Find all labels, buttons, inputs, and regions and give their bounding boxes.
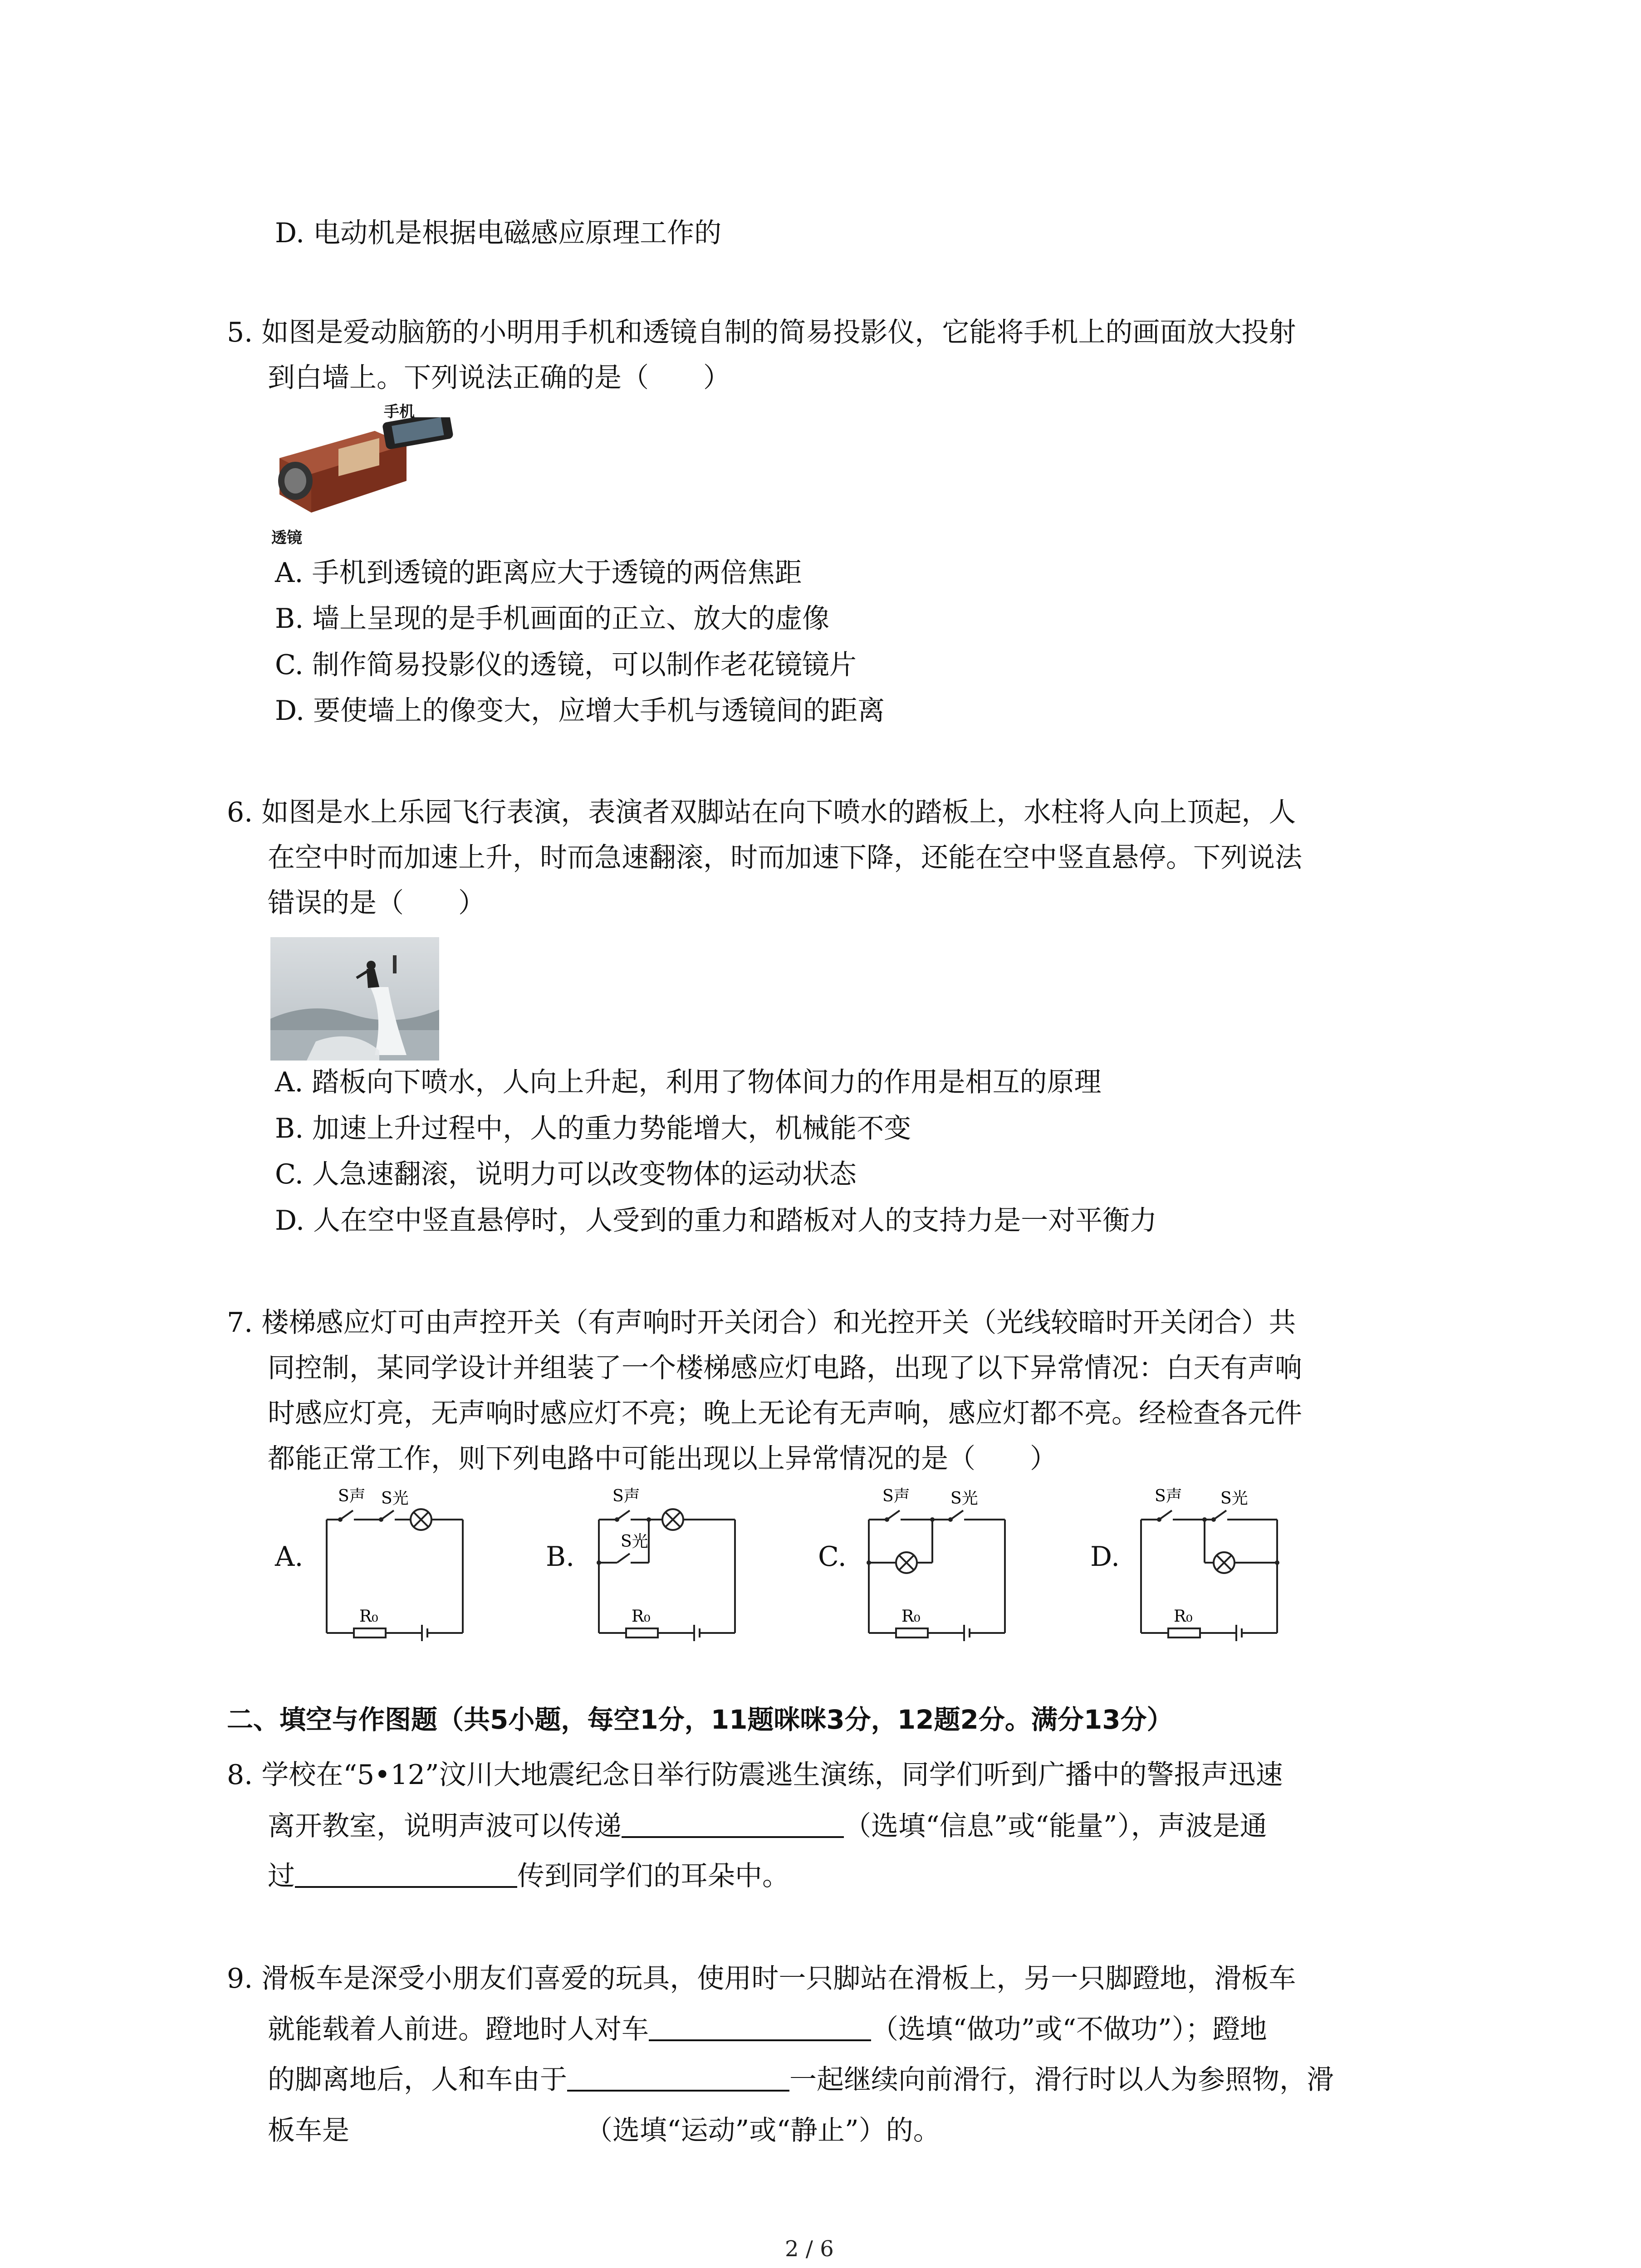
q8-line2-text-a: 离开教室，说明声波可以传递 [268, 1810, 622, 1842]
q6-stem-line1: 6. 如图是水上乐园飞行表演，表演者双脚站在向下喷水的踏板上，水柱将人向上顶起，人 [227, 797, 1296, 828]
q7-stem-line2: 同控制，某同学设计并组装了一个楼梯感应灯电路，出现了以下异常情况：白天有声响 [268, 1352, 1302, 1384]
q8-line3-text-a: 过 [268, 1860, 295, 1892]
q6-stem-line2: 在空中时而加速上升，时而急速翻滚，时而加速下降，还能在空中竖直悬停。下列说法 [268, 842, 1302, 874]
flyboard-image [270, 937, 439, 1061]
q9-stem-line4 [268, 2112, 941, 2147]
q5-option-d: D. 要使墙上的像变大，应增大手机与透镜间的距离 [275, 695, 885, 727]
q8-blank-2[interactable] [295, 1859, 517, 1888]
q6-option-d: D. 人在空中竖直悬停时，人受到的重力和踏板对人的支持力是一对平衡力 [275, 1205, 1157, 1237]
circuit-d [1132, 1483, 1295, 1642]
circuit-b-diagram [590, 1483, 753, 1642]
projector-figure [270, 399, 461, 553]
q9-blank-2[interactable] [567, 2063, 789, 2092]
q8-stem-line3 [268, 1859, 789, 1892]
circuit-a-label: A. [275, 1541, 304, 1573]
q7-stem-line1: 7. 楼梯感应灯可由声控开关（有声响时开关闭合）和光控开关（光线较暗时开关闭合）共 [227, 1307, 1296, 1339]
circuit-b-s-sound: S声 [612, 1487, 640, 1505]
circuit-a-s-light: S光 [381, 1489, 409, 1508]
q8-blank-1[interactable] [622, 1809, 844, 1838]
q7-stem-line3: 时感应灯亮，无声响时感应灯不亮；晚上无论有无声响，感应灯都不亮。经检查各元件 [268, 1398, 1302, 1429]
circuit-d-r0: R₀ [1174, 1607, 1193, 1626]
q6-option-b: B. 加速上升过程中，人的重力势能增大，机械能不变 [275, 1113, 911, 1144]
circuit-d-s-sound: S声 [1155, 1487, 1182, 1505]
q9-stem-line3 [268, 2063, 1334, 2096]
q8-stem-line1: 8. 学校在“5•12”汶川大地震纪念日举行防震逃生演练，同学们听到广播中的警报声迅速 [227, 1759, 1283, 1791]
q8-stem-line2 [268, 1809, 1267, 1843]
flyboard-photo [270, 937, 439, 1061]
circuit-b-label: B. [546, 1541, 575, 1573]
q8-line3-text-b: 传到同学们的耳朵中。 [517, 1860, 789, 1892]
q5-option-b: B. 墙上呈现的是手机画面的正立、放大的虚像 [275, 603, 830, 635]
lens-label: 透镜 [271, 529, 302, 547]
circuit-a [318, 1483, 481, 1642]
circuit-a-s-sound: S声 [338, 1487, 366, 1505]
circuit-a-r0: R₀ [359, 1607, 378, 1626]
circuit-d-label: D. [1090, 1541, 1120, 1573]
q9-line3-text-b: 一起继续向前滑行，滑行时以人为参照物，滑 [789, 2064, 1334, 2096]
q9-line3-text-a: 的脚离地后，人和车由于 [268, 2064, 567, 2096]
circuit-c-s-sound: S声 [882, 1487, 910, 1505]
circuit-c-r0: R₀ [901, 1607, 921, 1626]
q9-line4-text-b: （选填“运动”或“静止”）的。 [585, 2115, 941, 2146]
q6-stem-line3: 错误的是（ ） [268, 887, 485, 919]
circuit-c-s-light: S光 [950, 1489, 978, 1508]
q5-stem-line2: 到白墙上。下列说法正确的是（ ） [268, 362, 730, 394]
phone-label: 手机 [384, 403, 415, 421]
circuit-c-label: C. [818, 1541, 847, 1573]
q9-line2-text-b: （选填“做功”或“不做功”）；蹬地 [871, 2014, 1267, 2045]
circuit-b-r0: R₀ [632, 1607, 651, 1626]
q9-stem-line2 [268, 2012, 1267, 2046]
q6-option-a: A. 踏板向下喷水，人向上升起，利用了物体间力的作用是相互的原理 [275, 1066, 1102, 1098]
circuit-b-s-light: S光 [621, 1532, 648, 1551]
q4-option-d: D. 电动机是根据电磁感应原理工作的 [275, 217, 722, 249]
circuit-c-diagram [860, 1483, 1023, 1642]
circuit-d-s-light: S光 [1220, 1489, 1248, 1508]
q5-option-a: A. 手机到透镜的距离应大于透镜的两倍焦距 [275, 557, 802, 589]
circuit-a-diagram [318, 1483, 481, 1642]
q7-stem-line4: 都能正常工作，则下列电路中可能出现以上异常情况的是（ ） [268, 1443, 1057, 1475]
q9-line4-text-a: 板车是 [268, 2115, 349, 2146]
circuit-d-diagram [1132, 1483, 1295, 1642]
q8-line2-text-b: （选填“信息”或“能量”），声波是通 [844, 1810, 1267, 1842]
q5-option-c: C. 制作简易投影仪的透镜，可以制作老花镜镜片 [275, 649, 857, 681]
page-number: 2 / 6 [785, 2236, 834, 2262]
q5-stem-line1: 5. 如图是爱动脑筋的小明用手机和透镜自制的简易投影仪，它能将手机上的画面放大投射 [227, 317, 1296, 348]
section-2-title: 二、填空与作图题（共5小题，每空1分，11题咪咪3分，12题2分。满分13分） [227, 1704, 1173, 1735]
q9-stem-line1: 9. 滑板车是深受小朋友们喜爱的玩具，使用时一只脚站在滑板上，另一只脚蹬地，滑板车 [227, 1963, 1296, 1994]
q6-option-c: C. 人急速翻滚，说明力可以改变物体的运动状态 [275, 1158, 857, 1190]
circuit-c [860, 1483, 1023, 1642]
q9-line2-text-a: 就能载着人前进。蹬地时人对车 [268, 2014, 649, 2045]
q9-blank-1[interactable] [649, 2012, 871, 2041]
q9-blank-3[interactable] [349, 2112, 585, 2140]
circuit-b [590, 1483, 753, 1642]
